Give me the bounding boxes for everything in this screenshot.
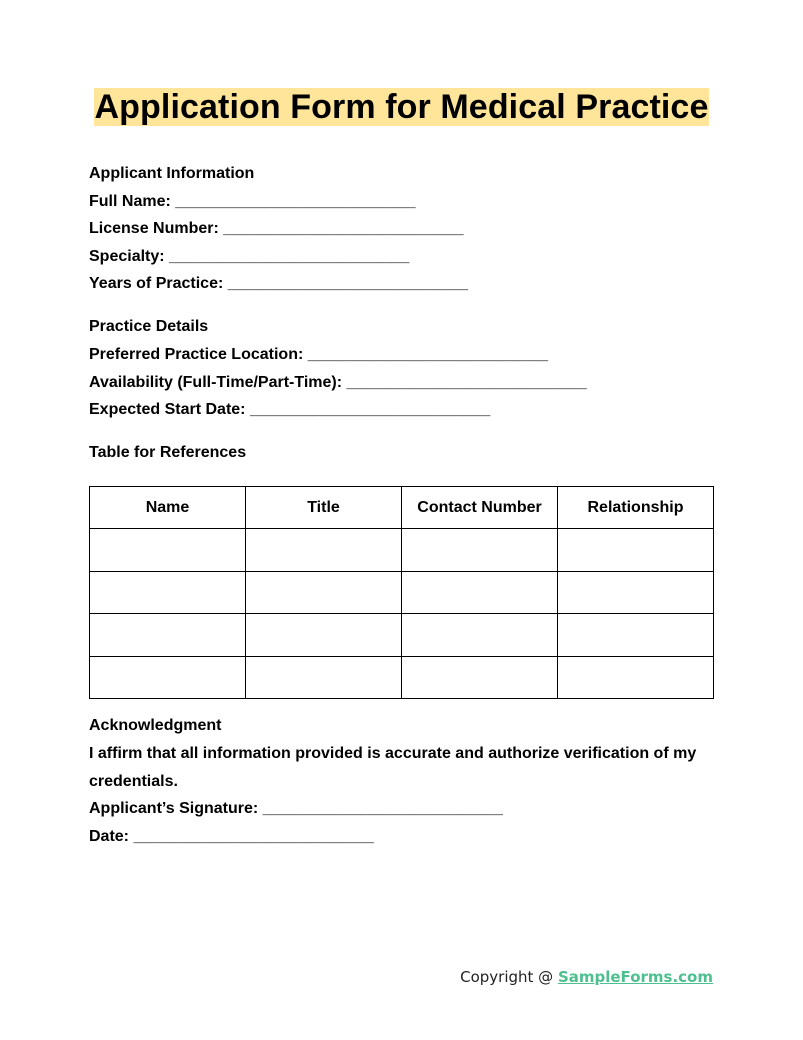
field-blank[interactable]: ___________________________ [262, 800, 503, 818]
table-row [90, 571, 714, 614]
column-header-contact-number: Contact Number [402, 486, 558, 529]
field-blank[interactable]: ___________________________ [133, 827, 374, 845]
section-heading-references: Table for References [89, 444, 247, 462]
table-cell[interactable] [246, 571, 402, 614]
table-cell[interactable] [402, 614, 558, 657]
field-blank[interactable]: ___________________________ [346, 373, 587, 391]
column-header-title: Title [246, 486, 402, 529]
copyright-prefix: Copyright @ [460, 968, 558, 986]
table-cell[interactable] [402, 571, 558, 614]
title-container [0, 88, 803, 126]
section-heading-applicant-info: Applicant Information [89, 165, 255, 182]
table-cell[interactable] [246, 529, 402, 572]
field-label: Full Name: [89, 192, 171, 210]
field-blank[interactable]: ___________________________ [227, 275, 469, 293]
field-full-name[interactable] [89, 188, 714, 216]
field-label: License Number: [89, 220, 219, 238]
field-blank[interactable]: ___________________________ [307, 346, 549, 364]
table-cell[interactable] [402, 529, 558, 572]
table-row [90, 656, 714, 699]
acknowledgment-section [89, 712, 714, 850]
field-availability[interactable] [89, 369, 714, 397]
field-preferred-location[interactable] [89, 341, 714, 369]
section-spacer [89, 298, 714, 314]
field-applicant-signature[interactable] [89, 795, 714, 823]
field-label: Preferred Practice Location: [89, 346, 304, 364]
field-date[interactable] [89, 823, 714, 851]
field-label: Date: [89, 827, 130, 845]
field-license-number[interactable] [89, 215, 714, 243]
table-cell[interactable] [558, 614, 714, 657]
field-label: Years of Practice: [89, 275, 224, 293]
table-cell[interactable] [90, 614, 246, 657]
field-label: Applicant’s Signature: [89, 800, 259, 818]
field-blank[interactable]: ___________________________ [249, 401, 491, 419]
column-header-relationship: Relationship [558, 486, 714, 529]
form-content [89, 160, 714, 850]
section-heading-acknowledgment: Acknowledgment [89, 717, 222, 735]
table-cell[interactable] [90, 571, 246, 614]
table-cell[interactable] [246, 614, 402, 657]
table-cell[interactable] [90, 529, 246, 572]
table-header-row [90, 486, 714, 529]
copyright-footer [460, 968, 713, 986]
table-cell[interactable] [90, 656, 246, 699]
page-title: Application Form for Medical Practice [94, 88, 709, 126]
field-blank[interactable]: ___________________________ [175, 192, 416, 210]
column-header-name: Name [90, 486, 246, 529]
table-cell[interactable] [558, 571, 714, 614]
field-expected-start-date[interactable] [89, 396, 714, 424]
field-label: Availability (Full-Time/Part-Time): [89, 373, 343, 391]
field-specialty[interactable] [89, 243, 714, 271]
brand-link[interactable]: SampleForms.com [557, 968, 713, 986]
section-spacer [89, 424, 714, 440]
table-row [90, 529, 714, 572]
table-cell[interactable] [558, 529, 714, 572]
acknowledgment-statement: I affirm that all information provided is accurate and authorize verification of my credentials. [89, 745, 697, 790]
table-cell[interactable] [402, 656, 558, 699]
table-row [90, 614, 714, 657]
field-label: Expected Start Date: [89, 401, 246, 419]
field-label: Specialty: [89, 247, 165, 265]
field-years-of-practice[interactable] [89, 270, 714, 298]
section-heading-practice-details: Practice Details [89, 318, 209, 336]
table-cell[interactable] [558, 656, 714, 699]
references-table [89, 486, 714, 700]
table-cell[interactable] [246, 656, 402, 699]
field-blank[interactable]: ___________________________ [169, 247, 410, 265]
field-blank[interactable]: ___________________________ [223, 220, 464, 238]
